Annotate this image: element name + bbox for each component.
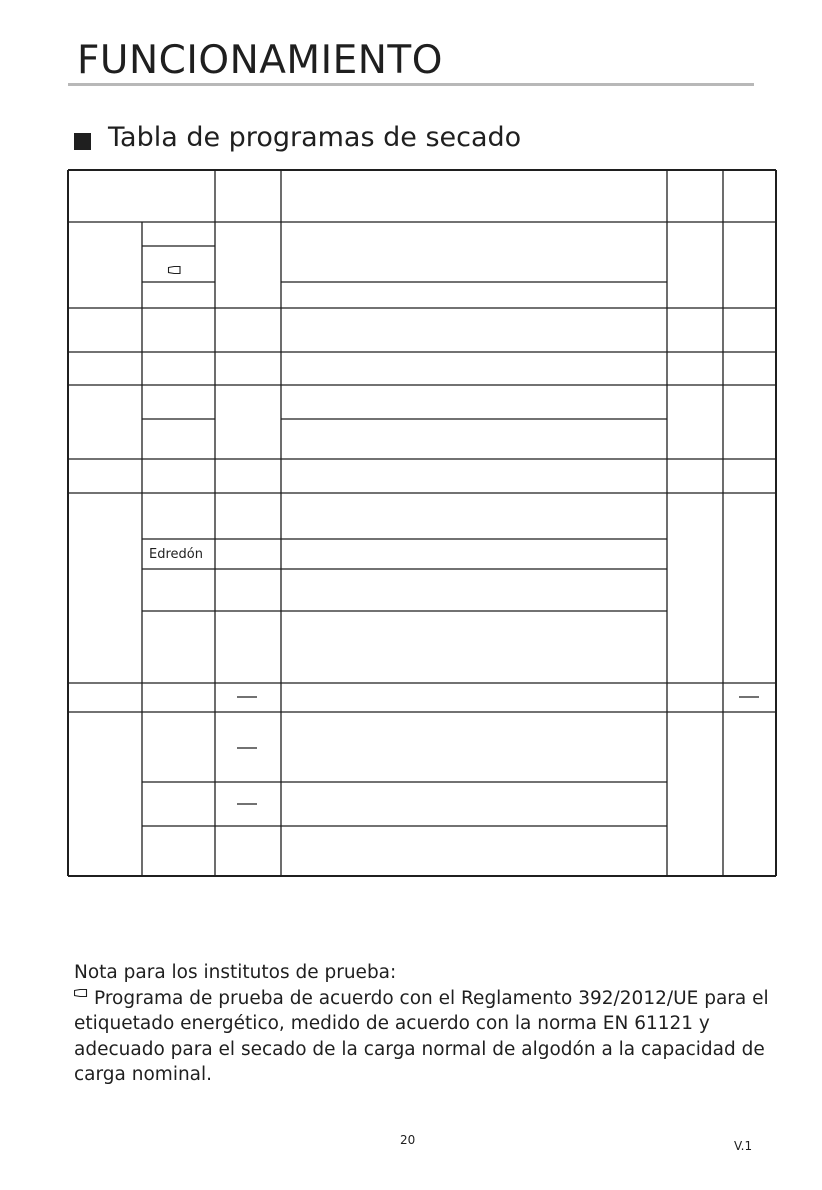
page-number: 20 [400, 1133, 416, 1147]
title-divider [68, 83, 754, 86]
section-bullet-square [74, 133, 91, 150]
duvet-program-label: Edredón [149, 547, 203, 562]
test-program-icon [169, 267, 181, 274]
note-body [74, 986, 774, 1088]
drying-programs-table [67, 169, 777, 877]
test-institutes-note [74, 960, 774, 1088]
test-program-icon [74, 981, 88, 1007]
section-title: Tabla de programas de secado [108, 122, 522, 153]
note-heading: Nota para los institutos de prueba: [74, 962, 397, 983]
page-title: FUNCIONAMIENTO [77, 38, 443, 83]
note-text: Programa de prueba de acuerdo con el Reglamento 392/2012/UE para el etiquetado energético, medido de acuerdo con la norma EN 61121 y adecuado para el secado de la carga normal de algodón a la capacidad de carga nominal. [74, 987, 769, 1085]
version-label: V.1 [734, 1139, 753, 1153]
